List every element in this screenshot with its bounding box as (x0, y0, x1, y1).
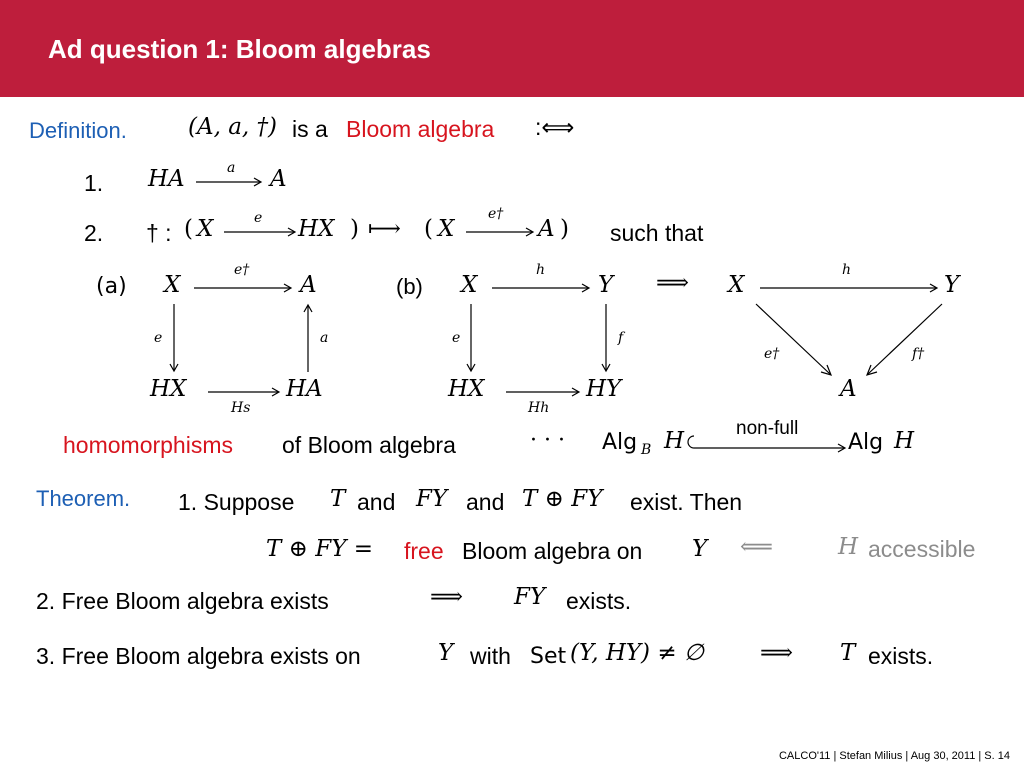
theorem-line3-y: Y (438, 640, 454, 666)
diagram-a-bottom-label: Hs (231, 400, 251, 416)
mapsto-symbol: ⟼ (368, 216, 401, 242)
item2-arrow-edagger-label: e† (488, 206, 504, 222)
diagram-b-left-label: e (452, 330, 461, 346)
theorem-label: Theorem. (36, 486, 131, 511)
diagram-b-top-label: h (536, 262, 546, 278)
theorem-line1-fy: FY (416, 486, 448, 512)
item2-a2: A (538, 216, 555, 242)
alg-h: H (894, 428, 915, 454)
diagram-b-left-arrow (461, 304, 481, 374)
theorem-line3-set: Set (530, 644, 567, 669)
item2-dagger: † : (146, 220, 172, 246)
item2-rparen2: ) (560, 216, 569, 242)
is-a-text: is a (292, 116, 328, 142)
theorem-line1b-h: H (838, 534, 859, 560)
diagram-b-top-left: X (461, 272, 478, 298)
non-full-label: non-full (736, 418, 799, 439)
theorem-line1-t: T (330, 486, 346, 512)
item1-number: 1. (84, 170, 104, 196)
theorem-line3-args: (Y, HY) ≠ ∅ (570, 640, 704, 666)
slide-title: Ad question 1: Bloom algebras (48, 34, 431, 64)
theorem-line2-arrow: ⟹ (430, 584, 463, 610)
item1-left: HA (148, 166, 185, 192)
diagram-a-left-label: e (154, 330, 163, 346)
diagram-b-label: (b) (396, 274, 423, 299)
theorem-line1b-y: Y (692, 536, 708, 562)
diagram-b-top-arrow (492, 276, 592, 300)
diagram-a-top-left: X (164, 272, 181, 298)
item2-x: X (197, 216, 214, 242)
item2-lparen2: ( (424, 216, 433, 242)
item2-number: 2. (84, 220, 104, 246)
diagram-b-bottom-left: HX (448, 376, 485, 402)
slide-footer: CALCO'11 | Stefan Milius | Aug 30, 2011 | S. 14 (778, 750, 1010, 762)
theorem-line2-p2: exists. (566, 588, 632, 614)
triangle-a: A (840, 376, 857, 402)
theorem-line3-with: with (470, 643, 511, 669)
theorem-line1-sum: T ⊕ FY (522, 486, 603, 512)
triangle-top-label: h (842, 262, 852, 278)
theorem-line3-p1: 3. Free Bloom algebra exists on (36, 643, 361, 669)
diagram-b-bottom-label: Hh (528, 400, 550, 416)
diagram-a-label: (a) (96, 274, 127, 299)
theorem-line1-and2: and (466, 489, 505, 515)
theorem-line3-p2: exists. (868, 643, 934, 669)
theorem-line3-arrow: ⟹ (760, 640, 793, 666)
triangle-x: X (728, 272, 745, 298)
triangle-right-arrow (862, 302, 946, 378)
item2-x2: X (438, 216, 455, 242)
diagram-a-right-label: a (320, 330, 329, 346)
theorem-line2-fy: FY (514, 584, 546, 610)
triangle-y: Y (944, 272, 960, 298)
theorem-line1b-accessible: accessible (868, 536, 976, 562)
theorem-line1b-lhs: T ⊕ FY = (266, 536, 373, 562)
alg-b-subscript: B (641, 442, 652, 458)
such-that-text: such that (610, 220, 704, 246)
triangle-left-arrow (752, 302, 836, 378)
theorem-line1-p2: exist. Then (630, 489, 743, 515)
definition-label: Definition. (29, 118, 127, 143)
theorem-free-term: free (404, 538, 444, 564)
diagram-a-bottom-right: HA (286, 376, 323, 402)
item2-arrow-e-label: e (254, 210, 263, 226)
definition-tuple: (A, a, †) (188, 114, 278, 140)
diagram-b-top-right: Y (598, 272, 614, 298)
bloom-algebra-term: Bloom algebra (346, 116, 495, 142)
theorem-line2-p1: 2. Free Bloom algebra exists (36, 588, 329, 614)
item2-lparen: ( (184, 216, 193, 242)
alg-b-h: H (664, 428, 685, 454)
alg-label: Alg (848, 430, 884, 455)
diagram-b-implies: ⟹ (656, 270, 689, 296)
item1-arrow-label: a (227, 160, 236, 176)
theorem-line1b-arrow: ⟸ (740, 534, 773, 560)
diagram-a-top-arrow (194, 276, 294, 300)
theorem-line1-p1: 1. Suppose (178, 489, 295, 515)
iff-symbol: :⟺ (535, 114, 575, 140)
diagram-b-bottom-right: HY (586, 376, 622, 402)
diagram-a-left-arrow (164, 304, 184, 374)
item2-rparen: ) (350, 216, 359, 242)
diagram-a-bottom-left: HX (150, 376, 187, 402)
theorem-line1b-rest: Bloom algebra on (462, 538, 643, 564)
homomorphisms-dots: · · · (530, 428, 565, 453)
triangle-top-arrow (760, 276, 940, 300)
theorem-line3-t: T (840, 640, 856, 666)
triangle-right-label: f† (912, 346, 925, 362)
theorem-line1-and1: and (357, 489, 396, 515)
item1-right: A (270, 166, 287, 192)
item2-hx: HX (298, 216, 335, 242)
diagram-a-top-right: A (300, 272, 317, 298)
header-bar (0, 0, 1024, 97)
homomorphisms-term: homomorphisms (63, 432, 233, 458)
triangle-left-label: e† (764, 346, 780, 362)
diagram-a-top-label: e† (234, 262, 250, 278)
homomorphisms-rest: of Bloom algebra (282, 432, 456, 458)
alg-b-label: Alg (602, 430, 638, 455)
diagram-b-right-arrow (596, 304, 616, 374)
diagram-b-right-label: f (618, 330, 624, 346)
diagram-a-right-arrow (298, 302, 318, 374)
